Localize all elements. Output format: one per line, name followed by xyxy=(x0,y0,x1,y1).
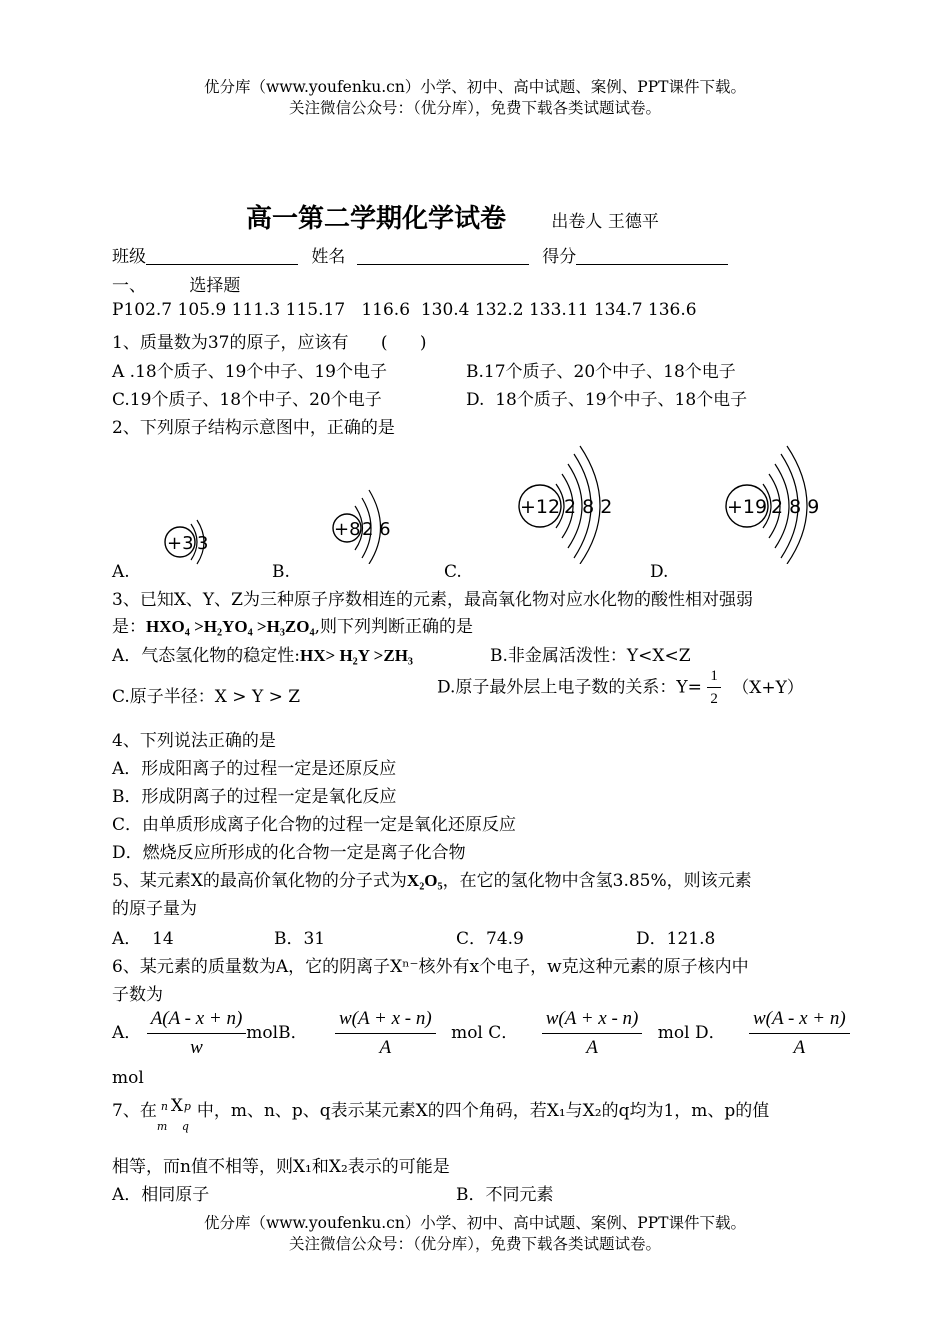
q6-option-d[interactable] xyxy=(749,1008,850,1058)
shells-c: 2 8 2 xyxy=(564,496,613,518)
q5-stem-line1: 5、某元素X的最高价氧化物的分子式为X₂O₅，在它的氢化物中含氢3.85%，则该元素 xyxy=(112,871,752,891)
nucleus-c: +12 xyxy=(520,496,561,518)
nucleus-a: +3 xyxy=(167,533,194,554)
score-label: 得分 xyxy=(542,247,577,267)
name-blank[interactable] xyxy=(357,246,529,265)
q6-a-fraction: $\frac{A(A - x + n)}{w}$ xyxy=(147,1008,247,1059)
footer-line-1: 优分库（www.youfenku.cn）小学、初中、高中试题、案例、PPT课件下载。 xyxy=(203,1214,747,1232)
class-label: 班级 xyxy=(112,247,146,267)
q3-stem-line2: 是：HXO₄ >H₂YO₄ >H₃ZO₄,则下列判断正确的是 xyxy=(112,617,473,637)
q6-option-a[interactable]: A． $\frac{A(A - x + n)}{w}$ molB． xyxy=(112,1008,308,1058)
header-line-1: 优分库（www.youfenku.cn）小学、初中、高中试题、案例、PPT课件下载。 xyxy=(203,78,747,96)
shells-a: 3 xyxy=(197,533,209,554)
q5-option-d[interactable]: D．121.8 xyxy=(636,929,716,949)
q2-option-d[interactable]: D. xyxy=(650,562,669,582)
q4-stem: 4、下列说法正确的是 xyxy=(112,731,276,751)
shells-d: 2 8 9 xyxy=(771,496,820,518)
q5-option-a[interactable]: A． 14 xyxy=(112,929,174,949)
q7-stem-line1: 7、在 n X p m q 中，m、n、p、q表示某元素X的四个角码，若X₁与X₂的q均为1，m、p的值 xyxy=(112,1096,770,1133)
page-title: 高一第二学期化学试卷 xyxy=(246,204,507,234)
score-blank[interactable] xyxy=(576,246,728,265)
q6-b-fraction: $\frac{w(A + x - n)}{A}$ xyxy=(335,1008,436,1059)
atom-diagram-c[interactable] xyxy=(508,444,623,564)
q6-option-b[interactable]: $\frac{w(A + x - n)}{A}$ mol C． xyxy=(335,1023,524,1043)
q7-stem-line2: 相等，而n值不相等，则X₁和X₂表示的可能是 xyxy=(112,1157,450,1177)
section-number: 一、 xyxy=(112,276,146,296)
q6-option-c[interactable]: $\frac{w(A + x - n)}{A}$ mol D． xyxy=(542,1023,731,1043)
shells-b: 2 6 xyxy=(362,519,391,540)
q7-option-a[interactable]: A．相同原子 xyxy=(112,1185,210,1205)
q3-acid-formula: HXO₄ >H₂YO₄ >H₃ZO₄ xyxy=(146,617,315,636)
q3-option-c[interactable]: C.原子半径：X > Y > Z xyxy=(112,687,301,707)
q1-option-b[interactable]: B.17个质子、20个中子、18个电子 xyxy=(466,362,736,382)
q5-oxide-formula: X₂O₅ xyxy=(406,871,443,890)
q2-stem: 2、下列原子结构示意图中，正确的是 xyxy=(112,418,395,438)
author: 出卷人 王德平 xyxy=(551,212,659,232)
footer-line-2: 关注微信公众号：（优分库），免费下载各类试题试卷。 xyxy=(288,1235,661,1253)
one-half-fraction: $\frac{1}{2}$ xyxy=(707,668,721,708)
page-refs: P102.7 105.9 111.3 115.17 116.6 130.4 132.2 133.11 134.7 136.6 xyxy=(112,300,697,320)
q5-option-b[interactable]: B．31 xyxy=(274,929,326,949)
atom-diagram-d[interactable] xyxy=(715,444,830,564)
q5-option-c[interactable]: C．74.9 xyxy=(456,929,524,949)
q1-option-d[interactable]: D. 18个质子、19个中子、18个电子 xyxy=(466,390,748,410)
name-label: 姓名 xyxy=(311,247,346,267)
q6-c-fraction: $\frac{w(A + x - n)}{A}$ xyxy=(542,1008,643,1059)
section-label: 选择题 xyxy=(189,276,241,296)
q6-stem-line2: 子数为 xyxy=(112,985,163,1005)
q6-options-row xyxy=(112,1008,850,1059)
q7-option-b[interactable]: B．不同元素 xyxy=(456,1185,554,1205)
q3-stem-line1: 3、已知X、Y、Z为三种原子序数相连的元素，最高氧化物对应水化物的酸性相对强弱 xyxy=(112,590,753,610)
class-blank[interactable] xyxy=(146,246,298,265)
q3-option-d[interactable]: D.原子最外层上电子数的关系：Y= $\frac{1}{2}$ （X+Y） xyxy=(437,668,804,707)
q4-option-a[interactable]: A．形成阳离子的过程一定是还原反应 xyxy=(112,759,397,779)
q3-option-b[interactable]: B.非金属活泼性：Y<X<Z xyxy=(490,646,691,666)
q2-option-a[interactable]: A. xyxy=(112,562,130,582)
q1-option-c[interactable]: C.19个质子、18个中子、20个电子 xyxy=(112,390,382,410)
title-row xyxy=(246,198,659,235)
q4-option-b[interactable]: B．形成阴离子的过程一定是氧化反应 xyxy=(112,787,397,807)
q4-option-c[interactable]: C．由单质形成离子化合物的过程一定是氧化还原反应 xyxy=(112,815,517,835)
q6-stem-line1: 6、某元素的质量数为A，它的阴离子Xⁿ⁻核外有x个电子，w克这种元素的原子核内中 xyxy=(112,957,749,977)
q5-stem-line2: 的原子量为 xyxy=(112,899,197,919)
q2-option-b[interactable]: B. xyxy=(272,562,290,582)
q1-stem: 1、质量数为37的原子，应该有 ( ) xyxy=(112,333,427,353)
nucleus-d: +19 xyxy=(727,496,768,518)
header-line-2: 关注微信公众号：（优分库），免费下载各类试题试卷。 xyxy=(288,99,661,117)
atom-diagram-b[interactable] xyxy=(322,484,402,564)
q1-option-a[interactable]: A .18个质子、19个中子、19个电子 xyxy=(112,362,387,382)
q2-option-c[interactable]: C. xyxy=(444,562,462,582)
q6-d-fraction: $\frac{w(A - x + n)}{A}$ xyxy=(749,1008,850,1059)
info-line xyxy=(112,242,728,267)
atom-diagram-a[interactable] xyxy=(155,510,225,566)
section-heading xyxy=(112,271,240,296)
q6-d-unit: mol xyxy=(112,1068,144,1088)
q4-option-d[interactable]: D．燃烧反应所形成的化合物一定是离子化合物 xyxy=(112,843,466,863)
nucleus-b: +8 xyxy=(334,519,361,540)
q7-element-symbol: n X p m q xyxy=(156,1096,191,1133)
q3-option-a[interactable]: A．气态氢化物的稳定性:HX> H₂Y >ZH₃ xyxy=(112,646,414,666)
